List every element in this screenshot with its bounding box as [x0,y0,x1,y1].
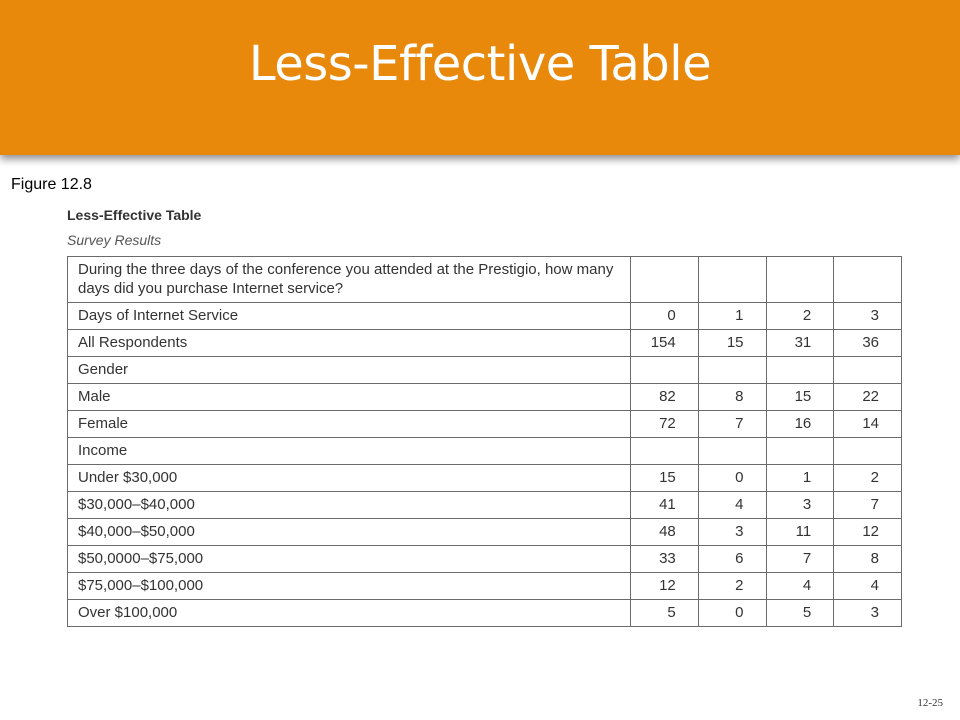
page-number: 12-25 [917,697,943,709]
value-cell: 2 [766,303,834,330]
value-cell: 48 [631,519,699,546]
value-cell: 12 [834,519,902,546]
table-row [68,519,902,546]
table-row [68,492,902,519]
value-cell: 5 [766,600,834,627]
value-cell: 1 [766,465,834,492]
empty-cell [766,257,834,303]
value-cell: 0 [631,303,699,330]
value-cell: 154 [631,330,699,357]
table-row [68,465,902,492]
value-cell [766,438,834,465]
table-row [68,600,902,627]
value-cell: 4 [698,492,766,519]
title-banner [0,0,960,155]
value-cell: 4 [766,573,834,600]
value-cell: 0 [698,600,766,627]
value-cell: 1 [698,303,766,330]
row-label: Income [68,438,631,465]
value-cell [698,438,766,465]
value-cell [631,438,699,465]
value-cell: 7 [834,492,902,519]
table-row [68,303,902,330]
value-cell: 2 [834,465,902,492]
question-row [68,257,902,303]
value-cell: 3 [834,600,902,627]
question-cell: During the three days of the conference you attended at the Prestigio, how many days did you purchase Internet service? [68,257,631,303]
table-row [68,546,902,573]
value-cell: 0 [698,465,766,492]
table-row [68,438,902,465]
row-label: Under $30,000 [68,465,631,492]
value-cell: 8 [698,384,766,411]
value-cell: 11 [766,519,834,546]
value-cell [766,357,834,384]
value-cell: 82 [631,384,699,411]
value-cell: 72 [631,411,699,438]
value-cell: 15 [631,465,699,492]
row-label: $40,000–$50,000 [68,519,631,546]
empty-cell [631,257,699,303]
value-cell [698,357,766,384]
row-label: $30,000–$40,000 [68,492,631,519]
value-cell: 5 [631,600,699,627]
row-label: Female [68,411,631,438]
value-cell: 3 [834,303,902,330]
row-label: $75,000–$100,000 [68,573,631,600]
empty-cell [834,257,902,303]
row-label: Over $100,000 [68,600,631,627]
value-cell: 3 [698,519,766,546]
value-cell: 6 [698,546,766,573]
row-label: All Respondents [68,330,631,357]
value-cell: 8 [834,546,902,573]
row-label: Gender [68,357,631,384]
value-cell [834,438,902,465]
value-cell: 7 [698,411,766,438]
value-cell [631,357,699,384]
value-cell: 41 [631,492,699,519]
value-cell: 15 [698,330,766,357]
value-cell: 3 [766,492,834,519]
table-row [68,330,902,357]
row-label: $50,0000–$75,000 [68,546,631,573]
value-cell: 22 [834,384,902,411]
row-label: Male [68,384,631,411]
empty-cell [698,257,766,303]
value-cell: 2 [698,573,766,600]
table-heading: Less-Effective Table [67,207,202,223]
value-cell: 14 [834,411,902,438]
value-cell: 4 [834,573,902,600]
value-cell [834,357,902,384]
value-cell: 36 [834,330,902,357]
value-cell: 31 [766,330,834,357]
value-cell: 15 [766,384,834,411]
table-row [68,357,902,384]
table-row [68,384,902,411]
table-subheading: Survey Results [67,232,162,248]
value-cell: 7 [766,546,834,573]
figure-label: Figure 12.8 [11,176,92,193]
slide-title: Less-Effective Table [248,35,712,92]
value-cell: 12 [631,573,699,600]
table-row [68,411,902,438]
table-row [68,573,902,600]
value-cell: 33 [631,546,699,573]
value-cell: 16 [766,411,834,438]
row-label: Days of Internet Service [68,303,631,330]
survey-results-table [67,256,902,627]
